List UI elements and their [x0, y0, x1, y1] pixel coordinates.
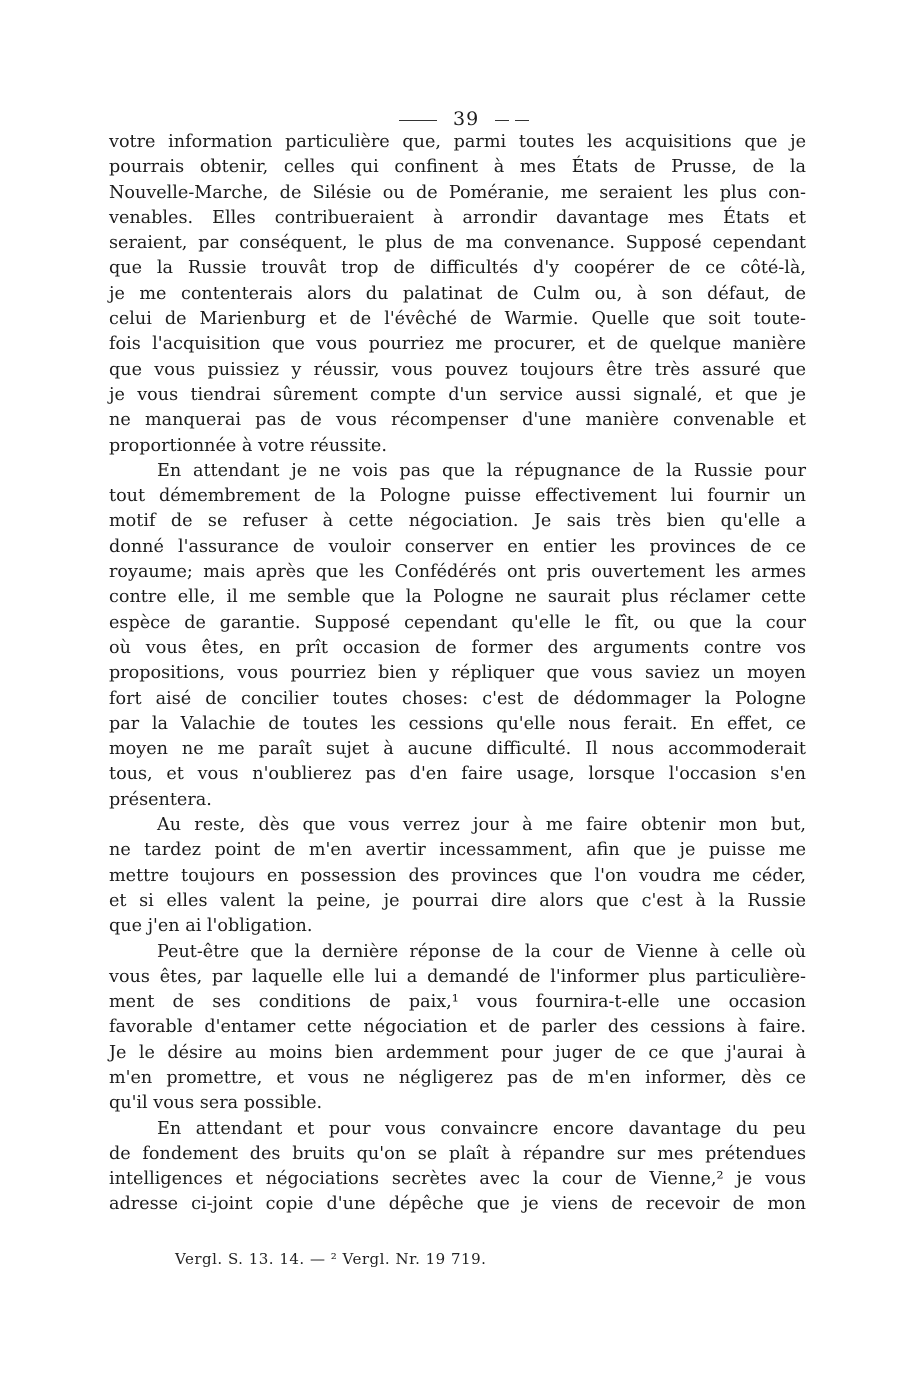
text-line: adresse ci-joint copie d'une dépêche que je viens de recevoir de mon [109, 1194, 806, 1215]
text-line: de fondement des bruits qu'on se plaît à répandre sur mes prétendues [109, 1143, 806, 1164]
text-line: qu'il vous sera possible. [109, 1093, 323, 1114]
text-line: fois l'acquisition que vous pourriez me procurer, et de quelque manière [109, 334, 806, 355]
text-line: tous, et vous n'oublierez pas d'en faire usage, lorsque l'occasion s'en [109, 764, 806, 785]
text-line: espèce de garantie. Supposé cependant qu'elle le fît, ou que la cour [109, 612, 806, 633]
text-line: celui de Marienburg et de l'évêché de Warmie. Quelle que soit toute- [109, 309, 806, 330]
text-line: seraient, par conséquent, le plus de ma convenance. Supposé cependant [109, 233, 806, 254]
header-dash-right [495, 120, 509, 121]
text-line: favorable d'entamer cette négociation et de parler des cessions à faire. [109, 1017, 806, 1038]
text-line: motif de se refuser à cette négociation. Je sais très bien qu'elle a [109, 511, 806, 532]
text-line: ne manquerai pas de vous récompenser d'une manière convenable et [109, 410, 806, 431]
text-line: Peut-être que la dernière réponse de la cour de Vienne à celle où [157, 941, 806, 962]
page-number: 39 [452, 108, 480, 130]
text-line: votre information particulière que, parmi toutes les acquisitions que je [109, 132, 806, 152]
text-line: mettre toujours en possession des provinces que l'on voudra me céder, [109, 865, 806, 886]
paragraph [109, 130, 806, 459]
text-line: je vous tiendrai sûrement compte d'un service aussi signalé, et que je [109, 384, 806, 405]
header-dash-left [399, 120, 437, 121]
text-line: que la Russie trouvât trop de difficultés d'y coopérer de ce côté-là, [109, 258, 806, 279]
text-line: fort aisé de concilier toutes choses: c'est de dédommager la Pologne [109, 688, 806, 709]
text-line: En attendant je ne vois pas que la répugnance de la Russie pour [157, 460, 806, 481]
text-line: moyen ne me paraît sujet à aucune difficulté. Il nous accommoderait [109, 739, 806, 760]
text-line: proportionnée à votre réussite. [109, 435, 387, 456]
paragraph [109, 459, 806, 813]
text-line: que vous puissiez y réussir, vous pouvez toujours être très assuré que [109, 359, 806, 380]
paragraph [109, 940, 806, 1117]
footnote: Vergl. S. 13. 14. — ² Vergl. Nr. 19 719. [175, 1250, 487, 1268]
text-line: Au reste, dès que vous verrez jour à me faire obtenir mon but, [157, 815, 806, 836]
paragraph [109, 1117, 806, 1218]
text-line: contre elle, il me semble que la Pologne ne saurait plus réclamer cette [109, 587, 806, 608]
text-line: ment de ses conditions de paix,¹ vous fournira-t-elle une occasion [109, 992, 806, 1013]
paragraph [109, 813, 806, 939]
body-text [109, 130, 806, 1218]
text-line: pourrais obtenir, celles qui confinent à mes États de Prusse, de la [109, 157, 806, 178]
text-line: que j'en ai l'obligation. [109, 916, 313, 937]
text-line: où vous êtes, en prît occasion de former des arguments contre vos [109, 637, 806, 658]
text-line: En attendant et pour vous convaincre encore davantage du peu [157, 1118, 806, 1139]
text-line: vous êtes, par laquelle elle lui a demandé de l'informer plus particulière- [109, 966, 806, 987]
text-line: présentera. [109, 789, 212, 810]
text-line: venables. Elles contribueraient à arrondir davantage mes États et [109, 207, 806, 228]
text-line: je me contenterais alors du palatinat de Culm ou, à son défaut, de [109, 283, 806, 304]
text-line: royaume; mais après que les Confédérés ont pris ouvertement les armes [109, 562, 806, 583]
text-line: et si elles valent la peine, je pourrai dire alors que c'est à la Russie [109, 890, 806, 911]
text-line: tout démembrement de la Pologne puisse effectivement lui fournir un [109, 486, 806, 507]
text-line: m'en promettre, et vous ne négligerez pas de m'en informer, dès ce [109, 1067, 806, 1088]
text-line: propositions, vous pourriez bien y répliquer que vous saviez un moyen [109, 663, 806, 684]
header-dash-right [515, 120, 529, 121]
text-line: Je le désire au moins bien ardemment pour juger de ce que j'aurai à [109, 1042, 806, 1063]
text-line: donné l'assurance de vouloir conserver en entier les provinces de ce [109, 536, 806, 557]
text-line: par la Valachie de toutes les cessions qu'elle nous ferait. En effet, ce [109, 713, 806, 734]
text-line: Nouvelle-Marche, de Silésie ou de Poméranie, me seraient les plus con- [109, 182, 806, 203]
text-line: ne tardez point de m'en avertir incessamment, afin que je puisse me [109, 840, 806, 861]
text-line: intelligences et négociations secrètes avec la cour de Vienne,² je vous [109, 1169, 806, 1190]
